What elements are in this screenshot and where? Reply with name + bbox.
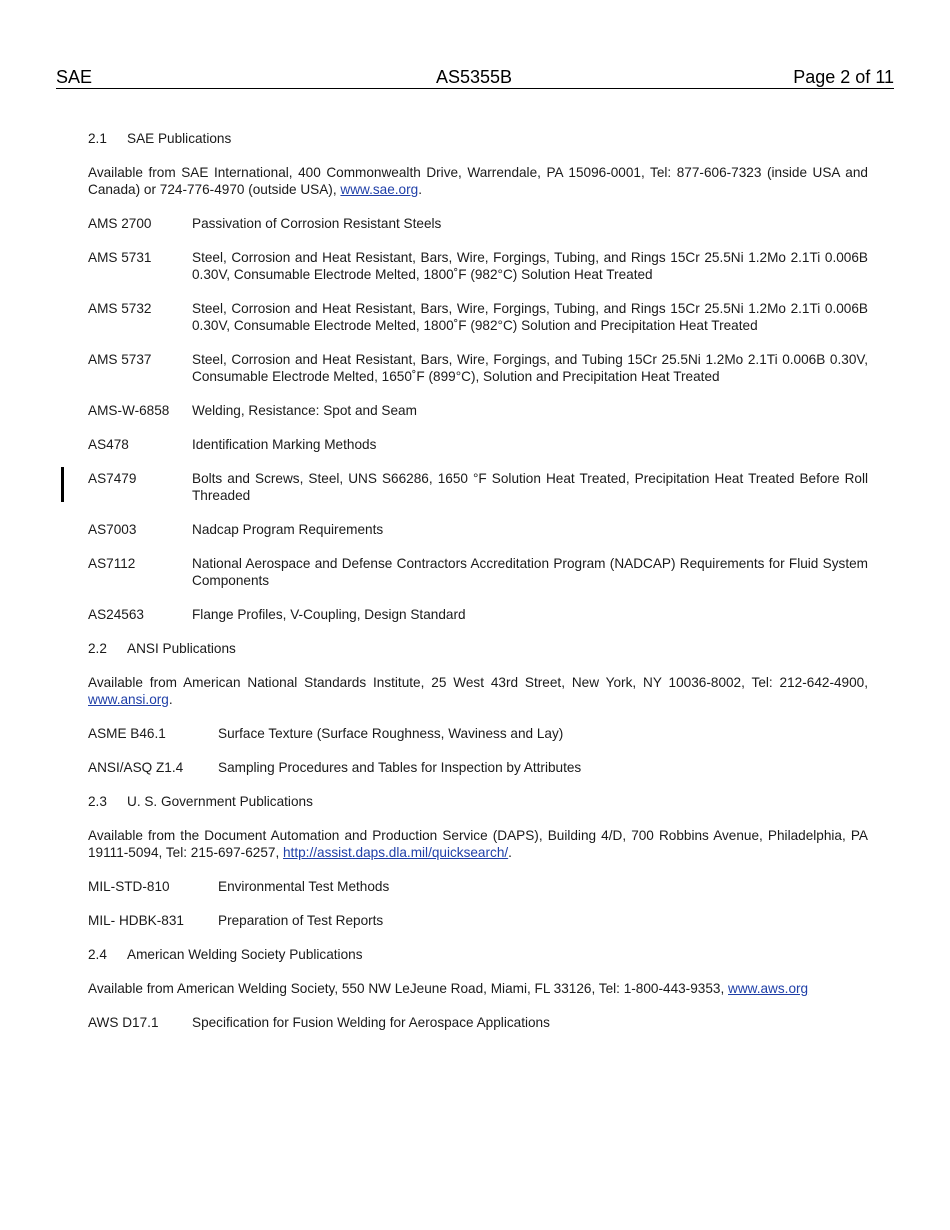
reference-row bbox=[88, 725, 868, 742]
reference-row bbox=[88, 249, 868, 283]
document-body bbox=[88, 130, 868, 1031]
reference-title: Steel, Corrosion and Heat Resistant, Bars, Wire, Forgings, Tubing, and Rings 15Cr 25.5Ni 1.2Mo 2.1Ti 0.006B 0.30V, Consumable Electrode Melted, 1800˚F (982°C) Solution and Precipitation Heat Treated bbox=[192, 301, 868, 333]
reference-code: AWS D17.1 bbox=[88, 1015, 159, 1030]
reference-code: AS478 bbox=[88, 437, 129, 452]
reference-title: Identification Marking Methods bbox=[192, 437, 377, 452]
reference-code: AS24563 bbox=[88, 607, 144, 622]
reference-title: Preparation of Test Reports bbox=[218, 913, 384, 928]
sae-link[interactable]: www.sae.org bbox=[340, 182, 419, 197]
reference-row bbox=[88, 215, 868, 232]
reference-code: ASME B46.1 bbox=[88, 726, 166, 741]
reference-title: National Aerospace and Defense Contractors Accreditation Program (NADCAP) Requirements for Fluid System Components bbox=[192, 556, 868, 588]
reference-row bbox=[88, 878, 868, 895]
reference-title: Bolts and Screws, Steel, UNS S66286, 1650 °F Solution Heat Treated, Precipitation Heat Treated Before Roll Threaded bbox=[192, 471, 868, 503]
daps-link[interactable]: http://assist.daps.dla.mil/quicksearch/ bbox=[283, 845, 509, 860]
availability-paragraph-ansi: Available from American National Standards Institute, 25 West 43rd Street, New York, NY 10036-8002, Tel: 212-642-4900, www.ansi.org. bbox=[88, 675, 868, 707]
revision-change-bar bbox=[61, 467, 64, 502]
section-heading-2-1: 2.1 SAE Publications bbox=[88, 131, 232, 146]
reference-row bbox=[88, 300, 868, 334]
reference-row bbox=[88, 912, 868, 929]
page-header bbox=[56, 66, 894, 89]
availability-paragraph-aws: Available from American Welding Society, 550 NW LeJeune Road, Miami, FL 33126, Tel: 1-800-443-9353, www.aws.org bbox=[88, 981, 809, 996]
reference-row bbox=[88, 351, 868, 385]
reference-title: Specification for Fusion Welding for Aerospace Applications bbox=[192, 1015, 550, 1030]
reference-row bbox=[88, 1014, 868, 1031]
section-heading-2-3: 2.3 U. S. Government Publications bbox=[88, 794, 313, 809]
reference-code: AMS-W-6858 bbox=[88, 403, 170, 418]
reference-title: Surface Texture (Surface Roughness, Waviness and Lay) bbox=[218, 726, 564, 741]
reference-code: AMS 5732 bbox=[88, 301, 152, 316]
availability-paragraph-daps: Available from the Document Automation and Production Service (DAPS), Building 4/D, 700 Robbins Avenue, Philadelphia, PA 19111-5094, Tel: 215-697-6257, http://assist.daps.dla.mil/quicksearch/. bbox=[88, 828, 868, 860]
header-org: SAE bbox=[56, 67, 93, 87]
reference-row bbox=[88, 606, 868, 623]
reference-row bbox=[88, 759, 868, 776]
section-heading-2-4: 2.4 American Welding Society Publications bbox=[88, 947, 363, 962]
header-doc-number: AS5355B bbox=[436, 67, 513, 87]
reference-code: MIL- HDBK-831 bbox=[88, 913, 184, 928]
reference-title: Passivation of Corrosion Resistant Steels bbox=[192, 216, 442, 231]
reference-row bbox=[88, 470, 868, 504]
reference-code: AS7003 bbox=[88, 522, 137, 537]
reference-title: Welding, Resistance: Spot and Seam bbox=[192, 403, 417, 418]
reference-code: AMS 5731 bbox=[88, 250, 152, 265]
reference-title: Environmental Test Methods bbox=[218, 879, 390, 894]
reference-title: Flange Profiles, V-Coupling, Design Standard bbox=[192, 607, 466, 622]
reference-row bbox=[88, 436, 868, 453]
reference-title: Sampling Procedures and Tables for Inspection by Attributes bbox=[218, 760, 582, 775]
ansi-link[interactable]: www.ansi.org bbox=[88, 692, 169, 707]
aws-link[interactable]: www.aws.org bbox=[728, 981, 809, 996]
reference-code: AMS 2700 bbox=[88, 216, 152, 231]
reference-code: MIL-STD-810 bbox=[88, 879, 170, 894]
reference-code: AS7479 bbox=[88, 471, 137, 486]
header-page-number: Page 2 of 11 bbox=[793, 67, 894, 87]
availability-paragraph-sae: Available from SAE International, 400 Commonwealth Drive, Warrendale, PA 15096-0001, Tel: 877-606-7323 (inside USA and Canada) or 724-776-4970 (outside USA), www.sae.org. bbox=[88, 165, 868, 197]
section-heading-2-2: 2.2 ANSI Publications bbox=[88, 641, 236, 656]
reference-title: Nadcap Program Requirements bbox=[192, 522, 384, 537]
reference-code: AS7112 bbox=[88, 556, 136, 571]
reference-title: Steel, Corrosion and Heat Resistant, Bars, Wire, Forgings, and Tubing 15Cr 25.5Ni 1.2Mo 2.1Ti 0.006B 0.30V, Consumable Electrode Melted, 1650˚F (899°C), Solution and Precipitation Heat Treated bbox=[192, 352, 868, 384]
reference-code: ANSI/ASQ Z1.4 bbox=[88, 760, 184, 775]
reference-title: Steel, Corrosion and Heat Resistant, Bars, Wire, Forgings, Tubing, and Rings 15Cr 25.5Ni 1.2Mo 2.1Ti 0.006B 0.30V, Consumable Electrode Melted, 1800˚F (982°C) Solution Heat Treated bbox=[192, 250, 868, 282]
reference-row bbox=[88, 521, 868, 538]
reference-row bbox=[88, 402, 868, 419]
reference-code: AMS 5737 bbox=[88, 352, 152, 367]
reference-row bbox=[88, 555, 868, 589]
